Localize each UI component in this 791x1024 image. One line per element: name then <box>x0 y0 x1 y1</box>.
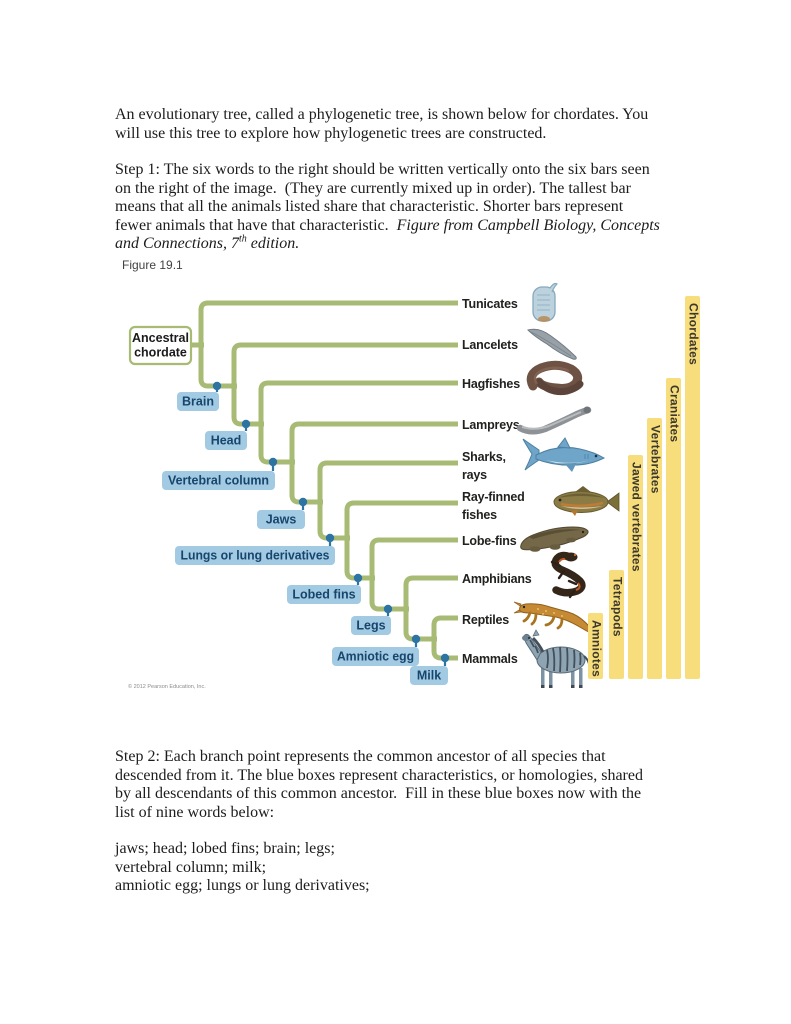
node-connectors <box>217 387 445 666</box>
word-list-line-2: vertebral column; milk; <box>115 858 267 876</box>
clade-bar-tetrapods[interactable] <box>609 570 625 679</box>
lobed-fins-node-dot <box>354 574 362 582</box>
svg-text:Legs: Legs <box>356 618 386 633</box>
clade-bar-amniotes[interactable] <box>588 613 604 679</box>
step1-paragraph <box>115 161 700 254</box>
lungs-node-dot <box>326 534 334 542</box>
step2-paragraph <box>115 748 700 822</box>
character-box-head[interactable] <box>205 431 247 450</box>
step2-line-4: list of nine words below: <box>115 803 275 821</box>
brain-node-dot <box>213 382 221 390</box>
svg-text:Vertebral column: Vertebral column <box>168 473 269 488</box>
figure-credit-italic: Figure from Campbell Biology, Concepts <box>396 216 660 234</box>
clade-bar-craniates[interactable] <box>666 378 682 679</box>
step1-line-3: means that all the animals listed share that characteristic. Shorter bars represent <box>115 198 624 216</box>
lizard-image <box>514 602 595 635</box>
bracket-reptiles-mammals <box>434 618 458 658</box>
legs-node-dot <box>384 605 392 613</box>
svg-text:Jawed vertebrates: Jawed vertebrates <box>629 462 644 572</box>
svg-text:Chordates: Chordates <box>686 303 701 366</box>
step1-line-2: on the right of the image. (They are currently mixed up in order). The tallest bar <box>115 179 631 197</box>
character-box-lobed-fins[interactable] <box>287 585 361 604</box>
svg-text:Amniotes: Amniotes <box>589 620 604 678</box>
step1-line-5: and Connections, 7th edition. <box>115 234 300 253</box>
svg-text:Lobed fins: Lobed fins <box>292 587 356 602</box>
ancestral-chordate-line2: chordate <box>134 345 187 360</box>
svg-text:Head: Head <box>210 433 242 448</box>
taxon-label-ray-finned-2: fishes <box>462 508 497 522</box>
ray-finned-fish-image <box>554 486 619 516</box>
svg-text:Tetrapods: Tetrapods <box>610 577 625 637</box>
taxon-label-lancelets: Lancelets <box>462 338 518 352</box>
jaws-node-dot <box>299 498 307 506</box>
svg-text:Brain: Brain <box>182 394 214 409</box>
tunicate-image <box>533 284 557 323</box>
pearson-copyright: © 2012 Pearson Education, Inc. <box>128 684 206 690</box>
lobe-fin-image <box>521 527 588 552</box>
intro-paragraph <box>115 106 700 143</box>
taxon-label-lampreys: Lampreys <box>462 418 520 432</box>
taxon-label-sharks-2: rays <box>462 468 487 482</box>
character-box-legs[interactable] <box>351 616 391 635</box>
ancestral-chordate-line1: Ancestral <box>132 331 189 345</box>
clade-bar-chordates[interactable] <box>685 296 701 679</box>
zebra-image <box>522 630 589 688</box>
clade-bar-vertebrates[interactable] <box>647 418 663 679</box>
taxon-label-sharks-1: Sharks, <box>462 450 506 464</box>
figure-number-label: Figure 19.1 <box>122 258 183 272</box>
clade-bars <box>588 296 701 679</box>
character-box-jaws[interactable] <box>257 510 305 529</box>
character-box-milk[interactable] <box>410 666 448 685</box>
step2-line-3: by all descendants of this common ancestor. Fill in these blue boxes now with the <box>115 785 642 803</box>
svg-text:Vertebrates: Vertebrates <box>648 425 663 494</box>
amniotic-egg-node-dot <box>412 635 420 643</box>
taxon-label-ray-finned-1: Ray-finned <box>462 490 525 504</box>
intro-line-1: An evolutionary tree, called a phylogenetic tree, is shown below for chordates. You <box>115 106 649 123</box>
taxon-label-hagfishes: Hagfishes <box>462 377 520 391</box>
step2-line-2: descended from it. The blue boxes represent characteristics, or homologies, shared <box>115 766 643 784</box>
intro-line-2: will use this tree to explore how phylogenetic trees are constructed. <box>115 124 547 142</box>
step1-line-1: Step 1: The six words to the right should be written vertically onto the six bars seen <box>115 161 650 178</box>
character-box-amniotic-egg[interactable] <box>332 647 419 666</box>
svg-text:Amniotic egg: Amniotic egg <box>337 649 414 664</box>
taxon-label-tunicates: Tunicates <box>462 297 518 311</box>
clade-bar-jawed-vertebrates[interactable] <box>628 455 644 679</box>
word-list <box>115 840 700 896</box>
taxon-label-lobe-fins: Lobe-fins <box>462 534 517 548</box>
character-box-brain[interactable] <box>177 392 219 411</box>
shark-image <box>523 438 604 472</box>
hagfish-image <box>531 365 580 391</box>
word-list-line-3: amniotic egg; lungs or lung derivatives; <box>115 877 370 895</box>
head-node-dot <box>242 420 250 428</box>
step1-line-4 <box>115 217 700 236</box>
step1-line4-normal: fewer animals that have that characteristic. <box>115 216 397 234</box>
taxon-label-reptiles: Reptiles <box>462 613 510 627</box>
svg-text:Jaws: Jaws <box>265 512 297 527</box>
character-box-vertebral-column[interactable] <box>162 471 275 490</box>
svg-text:Milk: Milk <box>416 668 442 683</box>
lancelet-image <box>528 329 576 359</box>
step2-line-1: Step 2: Each branch point represents the common ancestor of all species that <box>115 748 606 765</box>
taxon-label-amphibians: Amphibians <box>462 572 532 586</box>
phylogenetic-tree-figure <box>115 253 715 700</box>
lamprey-image <box>520 407 591 432</box>
svg-text:Craniates: Craniates <box>667 385 682 443</box>
svg-text:Lungs or lung derivatives: Lungs or lung derivatives <box>180 548 330 563</box>
salamander-image <box>552 553 582 598</box>
word-list-line-1: jaws; head; lobed fins; brain; legs; <box>115 840 335 857</box>
character-box-lungs[interactable] <box>175 546 335 565</box>
taxon-label-mammals: Mammals <box>462 652 518 666</box>
vertebral-column-node-dot <box>269 458 277 466</box>
ancestral-chordate-box <box>130 327 191 364</box>
milk-node-dot <box>441 654 449 662</box>
bracket-lobe-fins <box>372 540 458 609</box>
